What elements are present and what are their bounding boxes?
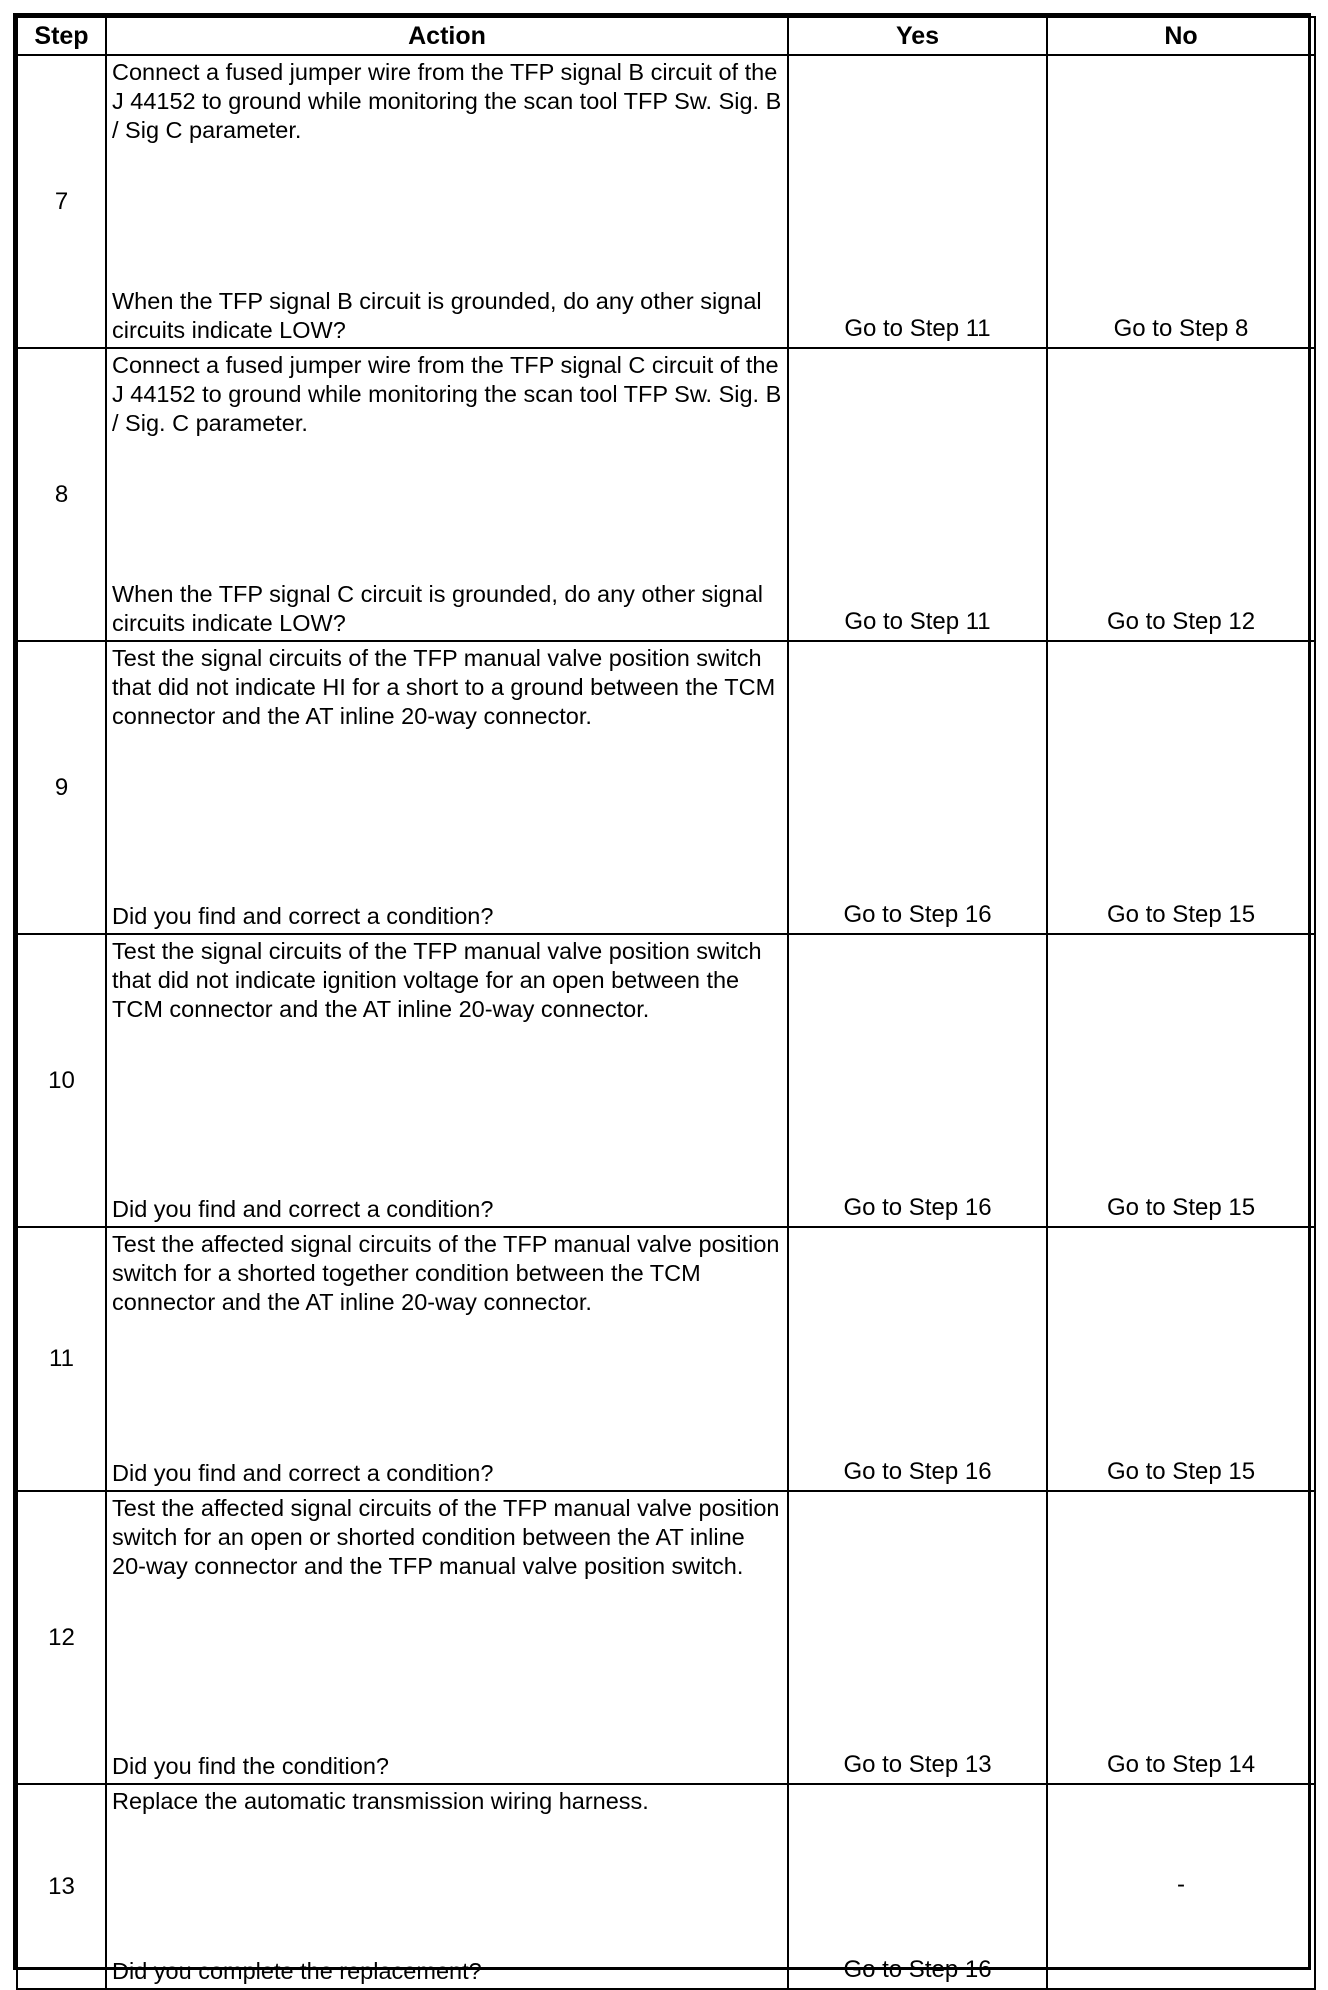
no-result: - [1047,1784,1315,1989]
yes-result: Go to Step 16 [788,1784,1047,1989]
action-cell [106,641,788,934]
question-text: When the TFP signal C circuit is grounded, do any other signal circuits indicate LOW? [112,581,763,636]
question-text: When the TFP signal B circuit is grounded, do any other signal circuits indicate LOW? [112,288,762,343]
question-text: Did you find and correct a condition? [112,1460,494,1486]
yes-result: Go to Step 11 [788,348,1047,641]
table-row [17,1491,1315,1784]
no-result: Go to Step 15 [1047,641,1315,934]
step-number: 12 [17,1491,106,1784]
question-text: Did you find and correct a condition? [112,1196,494,1222]
question-text: Did you find the condition? [112,1753,389,1779]
yes-result: Go to Step 16 [788,641,1047,934]
no-result: Go to Step 12 [1047,348,1315,641]
action-text: Test the affected signal circuits of the TFP manual valve position switch for an open or shorted condition between the AT inline 20-way connector and the TFP manual valve position switch. [112,1495,780,1579]
step-number: 9 [17,641,106,934]
question-text: Did you find and correct a condition? [112,903,494,929]
step-number: 8 [17,348,106,641]
action-text: Test the affected signal circuits of the TFP manual valve position switch for a shorted together condition between the TCM connector and the AT inline 20-way connector. [112,1231,780,1315]
question-text: Did you complete the replacement? [112,1958,482,1984]
diagnostic-steps-table [16,16,1316,1990]
action-text: Connect a fused jumper wire from the TFP signal C circuit of the J 44152 to ground while monitoring the scan tool TFP Sw. Sig. B / Sig. C parameter. [112,352,782,436]
no-result: Go to Step 8 [1047,55,1315,348]
no-result: Go to Step 15 [1047,1227,1315,1491]
action-cell [106,1227,788,1491]
no-result: Go to Step 14 [1047,1491,1315,1784]
yes-result: Go to Step 16 [788,934,1047,1227]
action-cell [106,55,788,348]
table-row [17,1227,1315,1491]
yes-result: Go to Step 16 [788,1227,1047,1491]
table-row [17,348,1315,641]
yes-result: Go to Step 13 [788,1491,1047,1784]
diagnostic-table-sheet [13,13,1311,1984]
step-number: 13 [17,1784,106,1989]
header-action: Action [106,17,788,55]
no-result: Go to Step 15 [1047,934,1315,1227]
action-text: Replace the automatic transmission wiring harness. [112,1788,649,1814]
action-cell [106,1491,788,1784]
action-text: Test the signal circuits of the TFP manual valve position switch that did not indicate ignition voltage for an open between the TCM connector and the AT inline 20-way connector. [112,938,762,1022]
table-row [17,934,1315,1227]
table-row [17,1784,1315,1989]
table-header-row [17,17,1315,55]
header-no: No [1047,17,1315,55]
action-cell [106,934,788,1227]
action-cell [106,348,788,641]
step-number: 11 [17,1227,106,1491]
yes-result: Go to Step 11 [788,55,1047,348]
table-row [17,641,1315,934]
action-text: Connect a fused jumper wire from the TFP signal B circuit of the J 44152 to ground while monitoring the scan tool TFP Sw. Sig. B / Sig C parameter. [112,59,782,143]
step-number: 7 [17,55,106,348]
step-number: 10 [17,934,106,1227]
table-row [17,55,1315,348]
header-yes: Yes [788,17,1047,55]
action-text: Test the signal circuits of the TFP manual valve position switch that did not indicate HI for a short to a ground between the TCM connector and the AT inline 20-way connector. [112,645,776,729]
action-cell [106,1784,788,1989]
header-step: Step [17,17,106,55]
